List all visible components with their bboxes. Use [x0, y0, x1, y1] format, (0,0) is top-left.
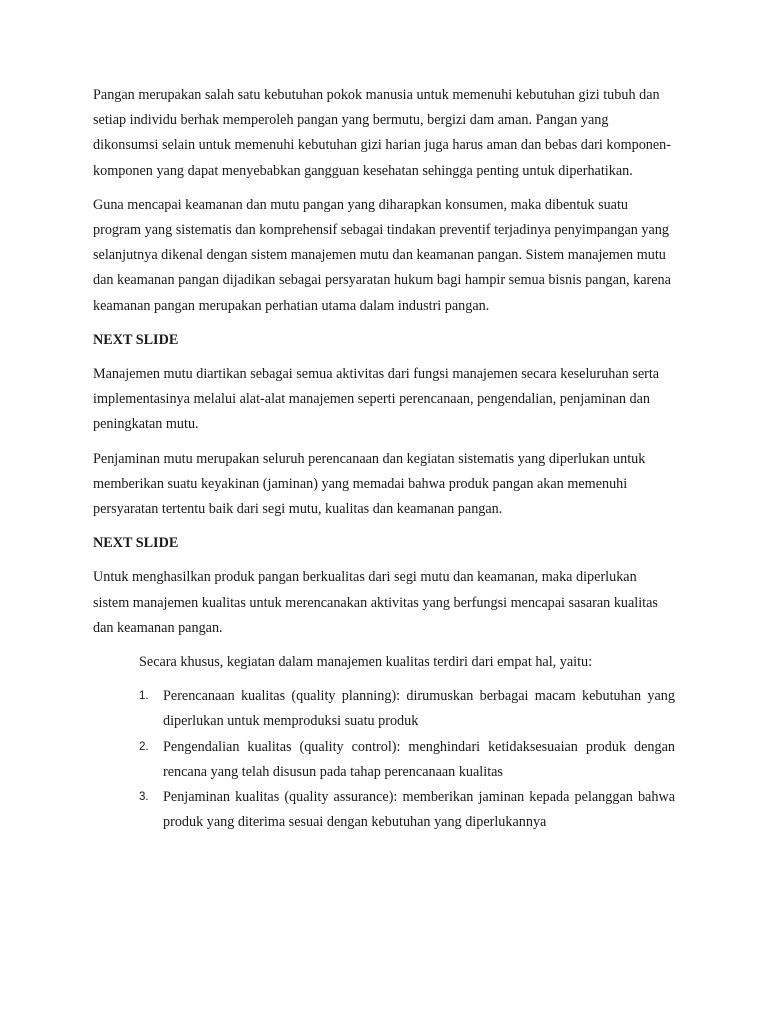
paragraph: Untuk menghasilkan produk pangan berkualitas dari segi mutu dan keamanan, maka diperlukan sistem manajemen kualitas untuk merencanakan aktivitas yang berfungsi mencapai sasaran kualitas dan keamanan pangan. — [93, 569, 658, 636]
document-page — [93, 83, 675, 835]
paragraph: Penjaminan mutu merupakan seluruh perencanaan dan kegiatan sistematis yang diperlukan untuk memberikan suatu keyakinan (jaminan) yang memadai bahwa produk pangan akan memenuhi persyaratan tertentu baik dari segi mutu, kualitas dan keamanan pangan. — [93, 450, 646, 518]
list-number: 2. — [139, 740, 149, 753]
list-number: 1. — [139, 690, 149, 703]
list-number: 3. — [139, 791, 149, 804]
list-item — [93, 785, 675, 835]
section-heading: NEXT SLIDE — [93, 535, 179, 552]
list-intro: Secara khusus, kegiatan dalam manajemen kualitas terdiri dari empat hal, yaitu: — [139, 654, 593, 671]
paragraph: Pangan merupakan salah satu kebutuhan pokok manusia untuk memenuhi kebutuhan gizi tubuh dan setiap individu berhak memperoleh pangan yang bermutu, bergizi dam aman. Pangan yang dikonsumsi selain untuk memenuhi kebutuhan gizi harian juga harus aman dan bebas dari komponen-komponen yang dapat menyebabkan gangguan kesehatan sehingga penting untuk diperhatikan. — [93, 87, 672, 179]
list-item — [93, 684, 675, 734]
section-heading: NEXT SLIDE — [93, 331, 179, 348]
paragraph: Guna mencapai keamanan dan mutu pangan yang diharapkan konsumen, maka dibentuk suatu program yang sistematis dan komprehensif sebagai tindakan preventif terjadinya penyimpangan yang selanjutnya dikenal dengan sistem manajemen mutu dan keamanan pangan. Sistem manajemen mutu dan keamanan pangan dijadikan sebagai persyaratan hukum bagi hampir semua bisnis pangan, karena keamanan pangan merupakan perhatian utama dalam industri pangan. — [93, 196, 671, 314]
numbered-list — [93, 684, 675, 835]
paragraph: Manajemen mutu diartikan sebagai semua aktivitas dari fungsi manajemen secara keseluruhan serta implementasinya melalui alat-alat manajemen seperti perencanaan, pengendalian, penjaminan dan peningkatan mutu. — [93, 366, 660, 433]
list-item-text: Pengendalian kualitas (quality control): menghindari ketidaksesuaian produk dengan rencana yang telah disusun pada tahap perencanaan kualitas — [163, 738, 675, 780]
list-item-text: Perencanaan kualitas (quality planning): dirumuskan berbagai macam kebutuhan yang diperlukan untuk memproduksi suatu produk — [163, 688, 675, 730]
list-item — [93, 735, 675, 785]
list-item-text: Penjaminan kualitas (quality assurance): memberikan jaminan kepada pelanggan bahwa produk yang diterima sesuai dengan kebutuhan yang diperlukannya — [163, 789, 675, 831]
